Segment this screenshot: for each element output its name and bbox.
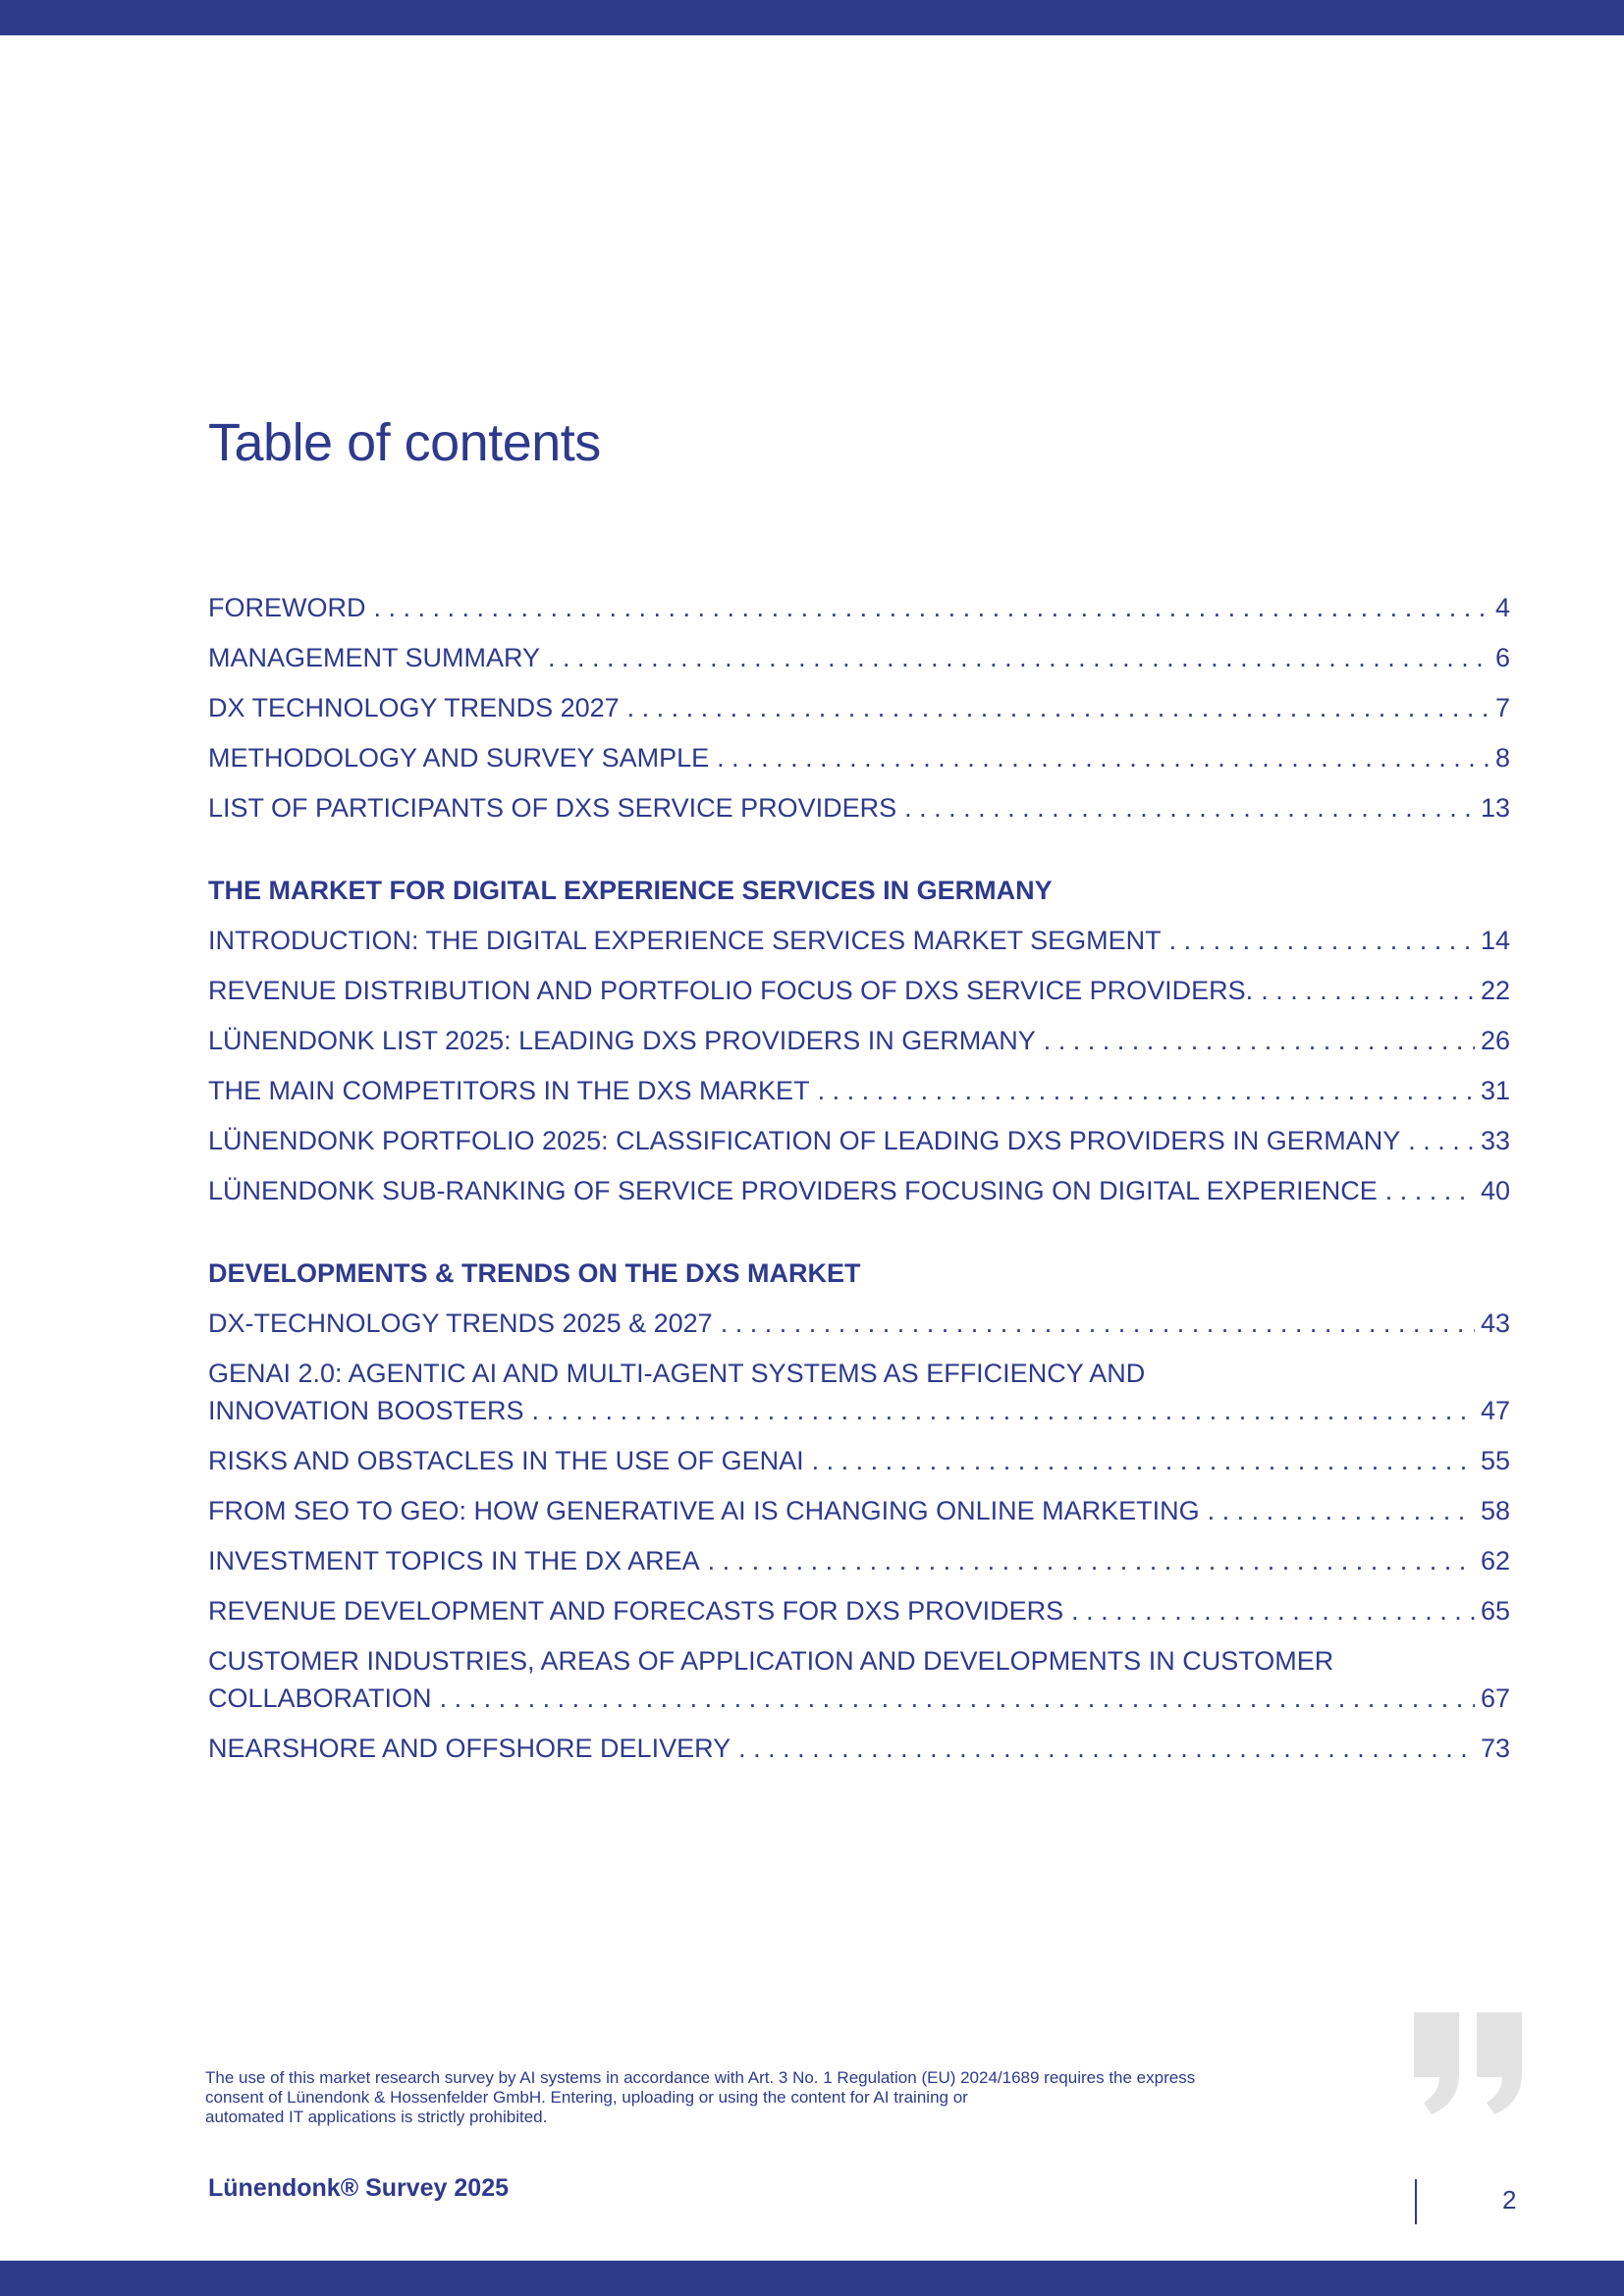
toc-entry-page: 6 xyxy=(1494,643,1510,672)
toc-entry-page: 73 xyxy=(1480,1734,1510,1763)
toc-entry-sub-ranking[interactable] xyxy=(208,1172,1510,1209)
top-brand-bar xyxy=(0,0,1624,35)
disclaimer-line-2: consent of Lünendonk & Hossenfelder GmbH. Entering, uploading or using the content for AI training or xyxy=(205,2088,968,2107)
leader-dots xyxy=(548,639,1489,676)
toc-entry-luenendonk-portfolio[interactable] xyxy=(208,1122,1510,1159)
toc-entry-dx-technology-trends[interactable] xyxy=(208,1305,1510,1342)
toc-entry-genai-agentic[interactable] xyxy=(208,1355,1510,1429)
leader-dots xyxy=(717,739,1489,776)
leader-dots xyxy=(738,1730,1475,1767)
toc-entry-customer-industries[interactable] xyxy=(208,1642,1510,1717)
toc-entry-investment-topics[interactable] xyxy=(208,1542,1510,1579)
toc-entry-participants[interactable] xyxy=(208,789,1510,827)
disclaimer-line-1: The use of this market research survey by AI systems in accordance with Art. 3 No. 1 Regulation (EU) 2024/1689 requires the express xyxy=(205,2068,1196,2087)
toc-entry-label: INVESTMENT TOPICS IN THE DX AREA xyxy=(208,1546,700,1575)
toc-entry-label-line2: COLLABORATION xyxy=(208,1683,432,1713)
toc-entry-label: LÜNENDONK LIST 2025: LEADING DXS PROVIDERS IN GERMANY xyxy=(208,1026,1036,1055)
toc-entry-page: 58 xyxy=(1480,1496,1510,1525)
toc-entry-label: REVENUE DEVELOPMENT AND FORECASTS FOR DXS PROVIDERS xyxy=(208,1596,1064,1626)
toc-entry-label: LÜNENDONK SUB-RANKING OF SERVICE PROVIDERS FOCUSING ON DIGITAL EXPERIENCE xyxy=(208,1176,1378,1205)
toc-entry-management-summary[interactable] xyxy=(208,639,1510,676)
leader-dots xyxy=(440,1680,1475,1717)
leader-dots xyxy=(1044,1022,1475,1059)
toc-entry-seo-to-geo[interactable] xyxy=(208,1492,1510,1529)
table-of-contents xyxy=(208,589,1510,1780)
leader-dots xyxy=(812,1442,1475,1479)
toc-entry-label: INTRODUCTION: THE DIGITAL EXPERIENCE SERVICES MARKET SEGMENT xyxy=(208,926,1162,955)
leader-dots xyxy=(1385,1172,1475,1209)
toc-entry-introduction[interactable] xyxy=(208,922,1510,959)
toc-entry-label: LIST OF PARTICIPANTS OF DXS SERVICE PROVIDERS xyxy=(208,793,897,823)
toc-entry-page: 65 xyxy=(1480,1596,1510,1626)
toc-entry-page: 7 xyxy=(1494,693,1510,722)
toc-entry-label: MANAGEMENT SUMMARY xyxy=(208,643,541,672)
leader-dots xyxy=(1261,972,1475,1009)
toc-entry-dx-trends-2027[interactable] xyxy=(208,689,1510,726)
toc-entry-label: DX-TECHNOLOGY TRENDS 2025 & 2027 xyxy=(208,1308,713,1338)
toc-entry-label: RISKS AND OBSTACLES IN THE USE OF GENAI xyxy=(208,1446,804,1475)
leader-dots xyxy=(1071,1592,1475,1629)
toc-entry-label-line2: INNOVATION BOOSTERS xyxy=(208,1396,524,1425)
section-heading-trends: DEVELOPMENTS & TRENDS ON THE DXS MARKET xyxy=(208,1258,861,1288)
toc-entry-label: THE MAIN COMPETITORS IN THE DXS MARKET xyxy=(208,1076,810,1105)
toc-entry-page: 47 xyxy=(1480,1396,1510,1425)
toc-entry-revenue-distribution[interactable] xyxy=(208,972,1510,1009)
toc-entry-page: 67 xyxy=(1480,1683,1510,1713)
toc-entry-label-line1: CUSTOMER INDUSTRIES, AREAS OF APPLICATION AND DEVELOPMENTS IN CUSTOMER xyxy=(208,1646,1334,1676)
leader-dots xyxy=(1208,1492,1475,1529)
leader-dots xyxy=(1169,922,1475,959)
toc-entry-label: REVENUE DISTRIBUTION AND PORTFOLIO FOCUS OF DXS SERVICE PROVIDERS. xyxy=(208,976,1254,1005)
ai-usage-disclaimer xyxy=(205,2068,1364,2127)
toc-entry-risks-genai[interactable] xyxy=(208,1442,1510,1479)
toc-entry-label: FROM SEO TO GEO: HOW GENERATIVE AI IS CHANGING ONLINE MARKETING xyxy=(208,1496,1200,1525)
toc-entry-page: 62 xyxy=(1480,1546,1510,1575)
toc-entry-revenue-development[interactable] xyxy=(208,1592,1510,1629)
toc-entry-page: 43 xyxy=(1480,1308,1510,1338)
toc-entry-label: NEARSHORE AND OFFSHORE DELIVERY xyxy=(208,1734,731,1763)
toc-entry-label: LÜNENDONK PORTFOLIO 2025: CLASSIFICATION OF LEADING DXS PROVIDERS IN GERMANY xyxy=(208,1126,1401,1155)
toc-entry-page: 31 xyxy=(1480,1076,1510,1105)
toc-entry-foreword[interactable] xyxy=(208,589,1510,626)
leader-dots xyxy=(373,589,1489,626)
toc-entry-page: 14 xyxy=(1480,926,1510,955)
toc-entry-luenendonk-list[interactable] xyxy=(208,1022,1510,1059)
leader-dots xyxy=(708,1542,1475,1579)
toc-entry-line2 xyxy=(208,1680,1510,1717)
footer-divider xyxy=(1415,2179,1417,2224)
toc-entry-page: 4 xyxy=(1494,593,1510,622)
leader-dots xyxy=(627,689,1489,726)
toc-entry-nearshore-offshore[interactable] xyxy=(208,1730,1510,1767)
section-heading-market: THE MARKET FOR DIGITAL EXPERIENCE SERVICES IN GERMANY xyxy=(208,876,1053,905)
toc-entry-label-line1: GENAI 2.0: AGENTIC AI AND MULTI-AGENT SYSTEMS AS EFFICIENCY AND xyxy=(208,1359,1146,1388)
page-title: Table of contents xyxy=(208,413,601,472)
closing-quote-icon xyxy=(1410,2012,1528,2130)
leader-dots xyxy=(532,1392,1475,1429)
leader-dots xyxy=(1408,1122,1475,1159)
toc-entry-page: 13 xyxy=(1480,793,1510,823)
leader-dots xyxy=(721,1305,1475,1342)
disclaimer-line-3: automated IT applications is strictly prohibited. xyxy=(205,2108,548,2126)
toc-entry-line2 xyxy=(208,1392,1510,1429)
toc-entry-label: DX TECHNOLOGY TRENDS 2027 xyxy=(208,693,620,722)
toc-entry-label: METHODOLOGY AND SURVEY SAMPLE xyxy=(208,743,710,773)
toc-entry-methodology[interactable] xyxy=(208,739,1510,776)
toc-entry-page: 22 xyxy=(1480,976,1510,1005)
toc-entry-main-competitors[interactable] xyxy=(208,1072,1510,1109)
bottom-brand-bar xyxy=(0,2261,1624,2296)
leader-dots xyxy=(818,1072,1475,1109)
page-number: 2 xyxy=(1502,2185,1517,2215)
toc-entry-page: 33 xyxy=(1480,1126,1510,1155)
toc-entry-page: 40 xyxy=(1480,1176,1510,1205)
toc-entry-page: 8 xyxy=(1494,743,1510,773)
toc-entry-page: 26 xyxy=(1480,1026,1510,1055)
toc-entry-page: 55 xyxy=(1480,1446,1510,1475)
leader-dots xyxy=(904,789,1475,827)
footer-brand: Lünendonk® Survey 2025 xyxy=(208,2174,510,2202)
toc-entry-label: FOREWORD xyxy=(208,593,366,622)
